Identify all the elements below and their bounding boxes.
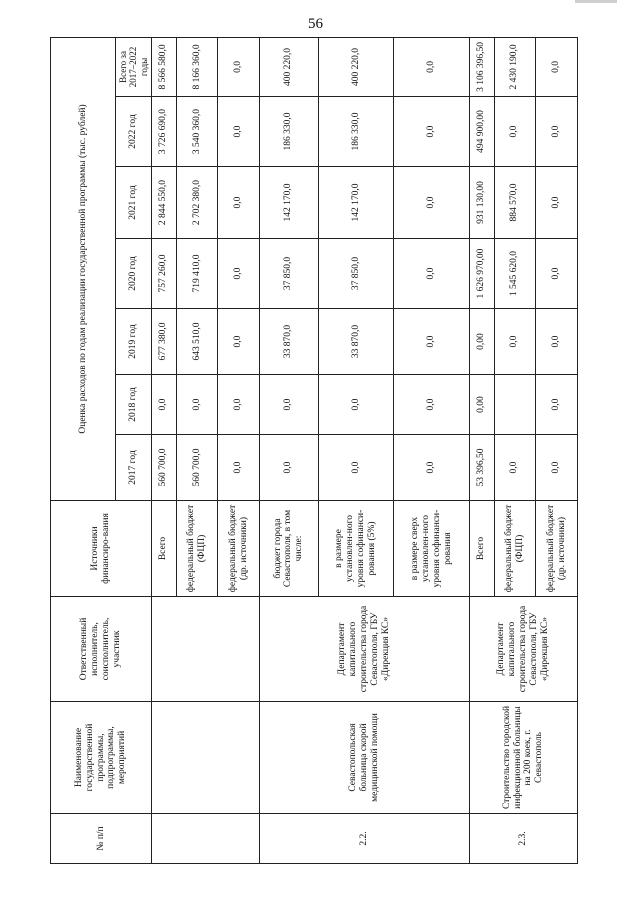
cell-value: 0,0 (536, 167, 578, 239)
cell-value: 884 570,0 (494, 167, 536, 239)
col-no-header: № п/п (51, 814, 152, 864)
cell-value: 0,0 (394, 167, 470, 239)
total-header: Всего за 2017–2022 годы (116, 37, 152, 96)
cell-value: 931 130,00 (469, 167, 494, 239)
cell-value: 0,0 (176, 375, 218, 435)
cell-value: 186 330,0 (260, 97, 319, 167)
cell-value: 37 850,0 (260, 239, 319, 309)
table-row (469, 37, 494, 863)
cell-value: 0,0 (494, 435, 536, 501)
cell-no: 2.3. (469, 814, 577, 864)
cell-value: 142 170,0 (318, 167, 394, 239)
landscape-table-wrapper (50, 38, 578, 864)
cell-value: 0,0 (152, 375, 177, 435)
cell-value: 0,0 (318, 435, 394, 501)
cell-source: Всего (469, 501, 494, 597)
cell-value: 0,0 (394, 239, 470, 309)
cell-value: 677 380,0 (152, 309, 177, 375)
cell-value: 0,0 (536, 37, 578, 96)
cell-name: Севастопольская больница скорой медицинской помощи (260, 702, 470, 814)
table-row (152, 37, 177, 863)
cell-value: 1 545 620,0 (494, 239, 536, 309)
cell-source: федеральный бюджет (ФЦП) (176, 501, 218, 597)
cell-value: 0,0 (536, 97, 578, 167)
cell-value: 0,0 (536, 309, 578, 375)
cell-value: 719 410,0 (176, 239, 218, 309)
cell-value: 3 106 396,50 (469, 37, 494, 96)
cell-value: 0,0 (218, 239, 260, 309)
page-number: 56 (308, 16, 323, 32)
cell-source: федеральный бюджет (др. источники) (218, 501, 260, 597)
cell-value: 0,0 (260, 375, 319, 435)
cell-value: 142 170,0 (260, 167, 319, 239)
cell-value: 0,0 (218, 309, 260, 375)
cell-value: 560 700,0 (176, 435, 218, 501)
cell-value: 0,0 (218, 167, 260, 239)
cell-value: 0,0 (536, 375, 578, 435)
cell-source: в размере сверх установлен-ного уровня софинанси-рования (394, 501, 470, 597)
cell-value: 0,0 (218, 375, 260, 435)
table-row (260, 37, 319, 863)
cell-value: 8 566 580,0 (152, 37, 177, 96)
col-name-header: Наименование государственной программы, подпрограммы, мероприятий (51, 702, 152, 814)
cell-value: 0,0 (536, 435, 578, 501)
cell-value: 0,0 (218, 435, 260, 501)
cell-value: 8 166 360,0 (176, 37, 218, 96)
cell-value: 0,00 (469, 309, 494, 375)
cell-no (152, 814, 260, 864)
cell-executor: Департамент капитального строительства города Севастополя, ГБУ «Дирекция КС» (469, 597, 577, 702)
cell-value: 33 870,0 (260, 309, 319, 375)
cell-executor: Департамент капитального строительства города Севастополя, ГБУ «Дирекция КС» (260, 597, 470, 702)
cell-value: 2 430 190,0 (494, 37, 536, 96)
cell-value: 0,0 (218, 37, 260, 96)
cell-value: 37 850,0 (318, 239, 394, 309)
cell-value: 0,0 (394, 435, 470, 501)
cell-value: 400 220,0 (318, 37, 394, 96)
cell-source: федеральный бюджет (др. источники) (536, 501, 578, 597)
cell-executor (152, 597, 260, 702)
cell-source: федеральный бюджет (ФЦП) (494, 501, 536, 597)
cell-value: 3 540 360,0 (176, 97, 218, 167)
cell-value: 33 870,0 (318, 309, 394, 375)
cell-value: 0,0 (536, 239, 578, 309)
cell-value: 0,0 (394, 37, 470, 96)
col-source-header: Источники финансиро-вания (51, 501, 152, 597)
cell-value: 494 900,00 (469, 97, 494, 167)
cell-value: 0,00 (469, 375, 494, 435)
cell-value: 0,0 (394, 309, 470, 375)
cell-value: 2 702 380,0 (176, 167, 218, 239)
cell-value: 0,0 (260, 435, 319, 501)
cell-value: 643 510,0 (176, 309, 218, 375)
cell-value: 560 700,0 (152, 435, 177, 501)
budget-table (50, 37, 578, 864)
cell-value: 757 260,0 (152, 239, 177, 309)
cell-value: 3 726 690,0 (152, 97, 177, 167)
year-header: 2022 год (116, 97, 152, 167)
cell-value: 0,0 (394, 97, 470, 167)
rotated-table-container (50, 38, 578, 864)
cell-value: 0,0 (218, 97, 260, 167)
cell-value: 400 220,0 (260, 37, 319, 96)
header-row-1 (51, 37, 116, 863)
cell-no: 2.2. (260, 814, 470, 864)
scan-mark (575, 0, 617, 3)
cell-value: 1 626 970,00 (469, 239, 494, 309)
cell-value (494, 375, 536, 435)
cell-value: 0,0 (494, 97, 536, 167)
estimate-header: Оценка расходов по годам реализации государственной программы (тыс. рублей) (51, 37, 116, 500)
cell-name (152, 702, 260, 814)
cell-value: 0,0 (318, 375, 394, 435)
cell-source: в размере установлен-ного уровня софинанси-рования (5%) (318, 501, 394, 597)
cell-source: бюджет города Севастополя, в том числе: (260, 501, 319, 597)
cell-source: Всего (152, 501, 177, 597)
cell-value: 2 844 550,0 (152, 167, 177, 239)
year-header: 2020 год (116, 239, 152, 309)
year-header: 2017 год (116, 435, 152, 501)
cell-value: 53 396,50 (469, 435, 494, 501)
year-header: 2018 год (116, 375, 152, 435)
col-executor-header: Ответственный исполнитель, соисполнитель, участник (51, 597, 152, 702)
year-header: 2019 год (116, 309, 152, 375)
year-header: 2021 год (116, 167, 152, 239)
cell-value: 186 330,0 (318, 97, 394, 167)
cell-name: Строительство городской инфекционной больницы на 200 коек, г. Севастополь (469, 702, 577, 814)
cell-value: 0,0 (494, 309, 536, 375)
cell-value: 0,0 (394, 375, 470, 435)
